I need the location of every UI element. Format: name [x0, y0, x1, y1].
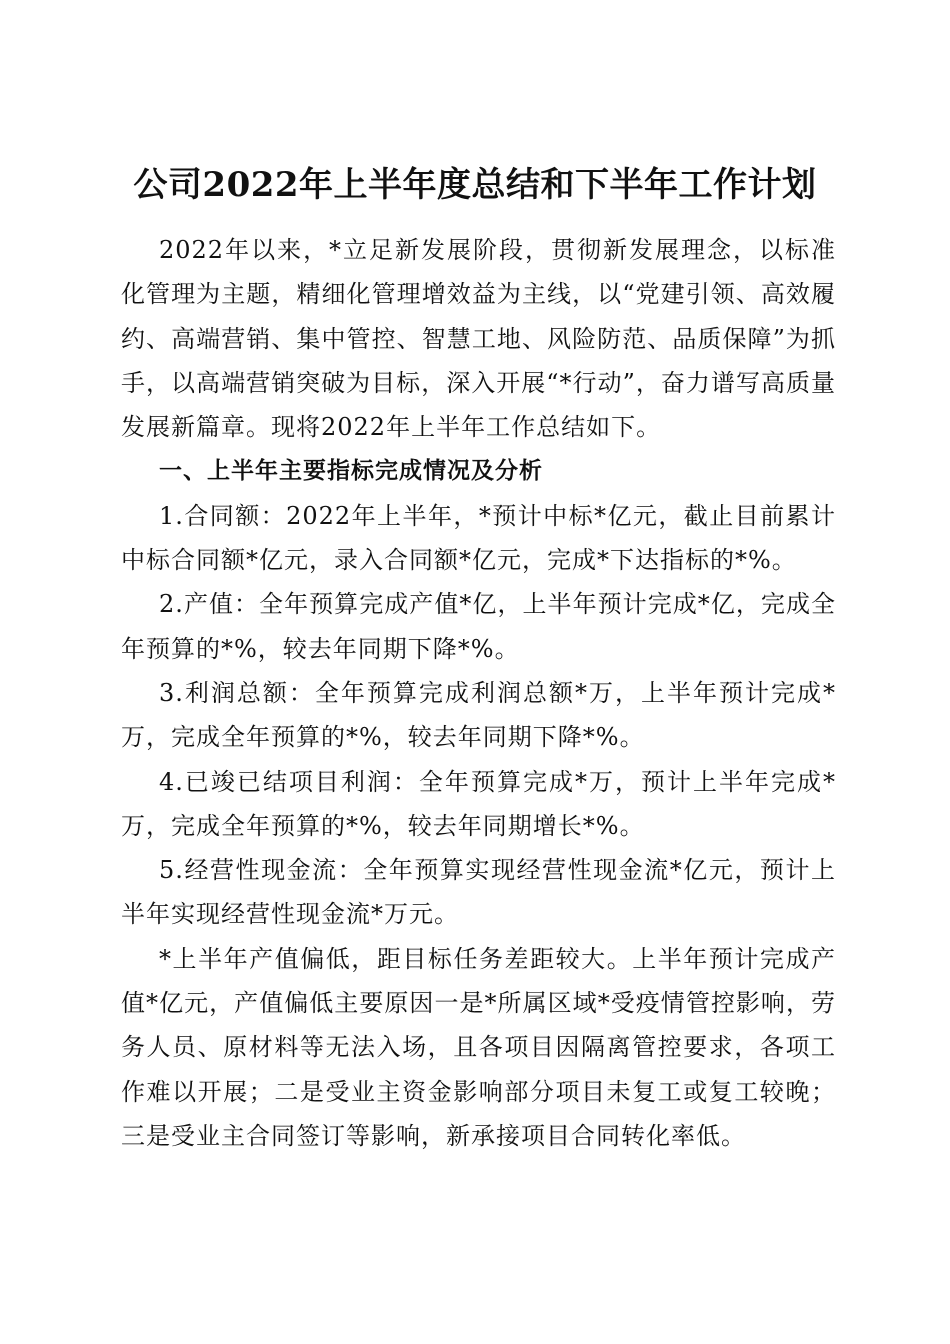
analysis-paragraph: *上半年产值偏低，距目标任务差距较大。上半年预计完成产值*亿元，产值偏低主要原因一是*所属区域*受疫情管控影响，劳务人员、原材料等无法入场，且各项目因隔离管控要求，各项工作难以开展；二是受业主资金影响部分项目未复工或复工较晚；三是受业主合同签订等影响，新承接项目合同转化率低。	[121, 944, 836, 1150]
indicator-item-cashflow: 5.经营性现金流：全年预算实现经营性现金流*亿元，预计上半年实现经营性现金流*万元。	[121, 856, 836, 929]
indicator-item-profit: 3.利润总额：全年预算完成利润总额*万，上半年预计完成*万，完成全年预算的*%，较去年同期下降*%。	[121, 678, 836, 752]
indicator-item-output: 2.产值：全年预算完成产值*亿，上半年预计完成*亿，完成全年预算的*%，较去年同期下降*%。	[121, 590, 836, 663]
indicator-item-contract: 1.合同额：2022年上半年，*预计中标*亿元，截止目前累计中标合同额*亿元，录入合同额*亿元，完成*下达指标的*%。	[121, 501, 836, 575]
document-body	[121, 228, 836, 1158]
document-title: 公司2022年上半年度总结和下半年工作计划	[133, 164, 817, 205]
section-heading: 一、上半年主要指标完成情况及分析	[159, 458, 543, 485]
indicator-item-project-profit: 4.已竣已结项目利润：全年预算完成*万，预计上半年完成*万，完成全年预算的*%，较去年同期增长*%。	[121, 767, 836, 840]
intro-paragraph: 2022年以来，*立足新发展阶段，贯彻新发展理念，以标准化管理为主题，精细化管理增效益为主线，以“党建引领、高效履约、高端营销、集中管控、智慧工地、风险防范、品质保障”为抓手，以高端营销突破为目标，深入开展“*行动”，奋力谱写高质量发展新篇章。现将2022年上半年工作总结如下。	[121, 236, 836, 442]
